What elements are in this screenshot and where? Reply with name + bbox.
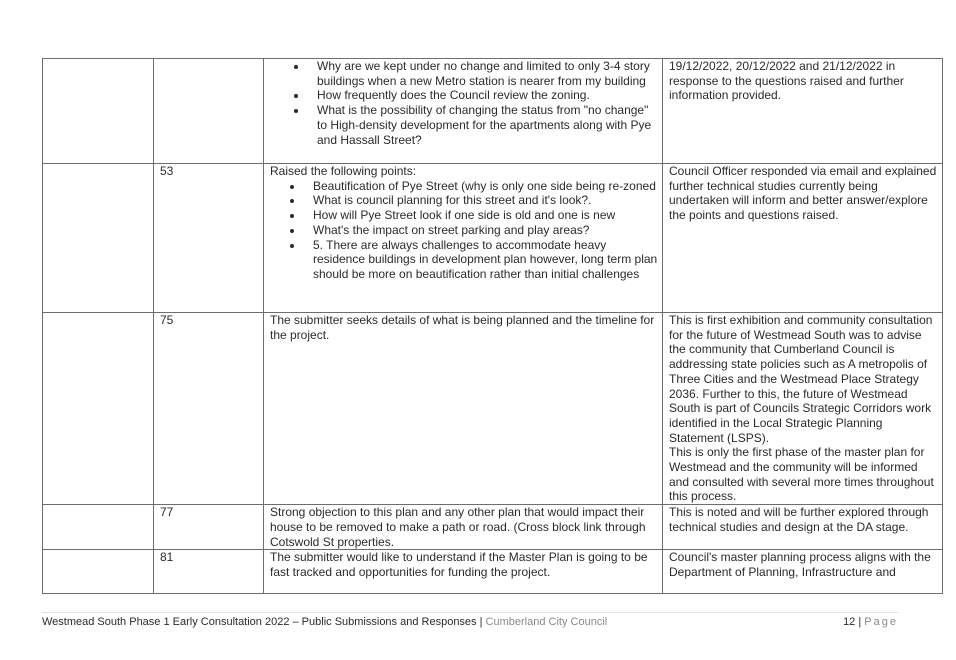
empty-cell (43, 313, 154, 505)
list-item: Why are we kept under no change and limited to only 3-4 story buildings when a new Metro station is nearer from my building (317, 59, 658, 88)
submission-id: 81 (154, 550, 264, 594)
submission-id (154, 59, 264, 164)
empty-cell (43, 164, 154, 313)
table-row (43, 550, 943, 594)
bullet-list (270, 59, 658, 147)
response-text: This is noted and will be further explored through technical studies and design at the DA stage. (663, 505, 943, 550)
list-item: How frequently does the Council review the zoning. (317, 88, 658, 103)
submission-id: 75 (154, 313, 264, 505)
submission-id: 53 (154, 164, 264, 313)
list-item: 5. There are always challenges to accommodate heavy residence buildings in development plan however, long term plan should be more on beautification rather than initial challenges (313, 237, 658, 281)
bullet-list (270, 179, 658, 282)
submission-text: Strong objection to this plan and any other plan that would impact their house to be removed to make a path or road. (Cross block link through Cotswold St properties. (264, 505, 663, 550)
table-row (43, 164, 943, 313)
response-text (663, 313, 943, 505)
list-item: What is council planning for this street and it's look?. (313, 193, 658, 208)
empty-cell (43, 550, 154, 594)
table-row (43, 313, 943, 505)
submission-intro: Raised the following points: (270, 164, 417, 178)
submission-text (264, 59, 663, 164)
page-footer (42, 616, 898, 628)
footer-separator: | (479, 616, 483, 628)
table-row (43, 59, 943, 164)
response-text: Council's master planning process aligns with the Department of Planning, Infrastructure and (663, 550, 943, 594)
list-item: Beautification of Pye Street (why is only one side being re-zoned (313, 179, 658, 194)
list-item: How will Pye Street look if one side is old and one is new (313, 208, 658, 223)
submission-text: The submitter seeks details of what is being planned and the timeline for the project. (264, 313, 663, 505)
page-word: Page (864, 616, 898, 628)
footer-organisation: Cumberland City Council (485, 616, 608, 628)
submission-id: 77 (154, 505, 264, 550)
submissions-table (42, 58, 943, 594)
submission-text (264, 164, 663, 313)
list-item: What's the impact on street parking and play areas? (313, 223, 658, 238)
footer-title: Westmead South Phase 1 Early Consultation 2022 – Public Submissions and Responses (42, 616, 477, 628)
submission-text: The submitter would like to understand if the Master Plan is going to be fast tracked and opportunities for funding the project. (264, 550, 663, 594)
empty-cell (43, 59, 154, 164)
response-paragraph: This is only the first phase of the master plan for Westmead and the community will be informed and consulted with several more times throughout this process. (669, 445, 934, 504)
empty-cell (43, 505, 154, 550)
response-text: 19/12/2022, 20/12/2022 and 21/12/2022 in response to the questions raised and further information provided. (663, 59, 943, 164)
response-paragraph: This is first exhibition and community consultation for the future of Westmead South was to advise the community that Cumberland Council is addressing state policies such as A metropolis of Three Cities and the Westmead Place Strategy 2036. Further to this, the future of Westmead South is part of Councils Strategic Corridors work identified in the Local Strategic Planning Statement (LSPS). (669, 313, 933, 445)
page-indicator (843, 616, 898, 628)
footer-divider (42, 612, 898, 613)
table-row (43, 505, 943, 550)
page-number: 12 (843, 616, 856, 628)
response-text: Council Officer responded via email and explained further technical studies currently being undertaken will inform and better answer/explore the points and questions raised. (663, 164, 943, 313)
list-item: What is the possibility of changing the status from "no change" to High-density development for the apartments along with Pye and Hassall Street? (317, 103, 658, 147)
page-separator: | (858, 616, 862, 628)
